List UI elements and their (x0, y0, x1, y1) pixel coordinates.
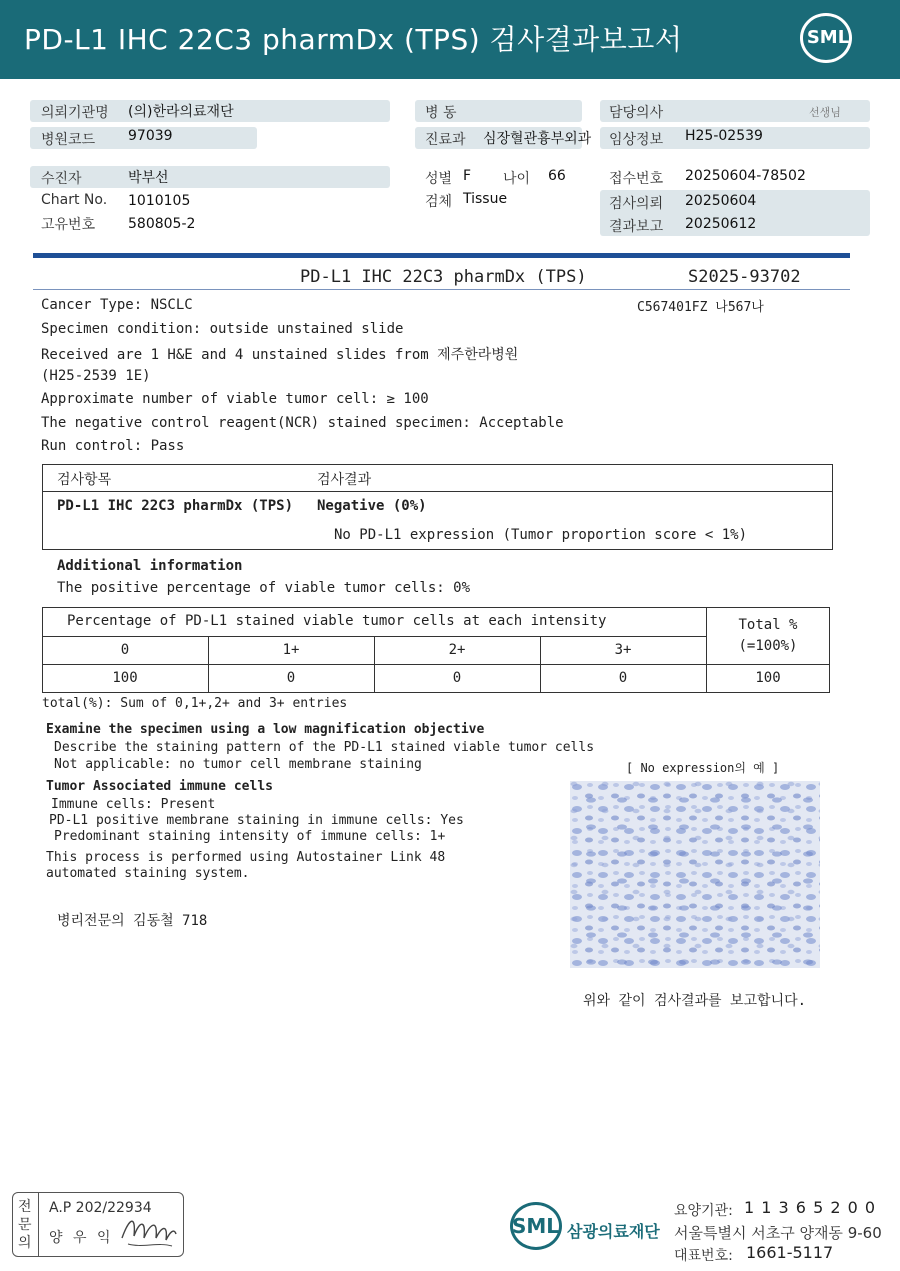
institution-value: (의)한라의료재단 (128, 104, 234, 120)
sml-logo-text: SML (806, 27, 850, 48)
footer-logo-sml: SML (512, 1214, 560, 1238)
intensity-col-header: 0 (120, 642, 130, 658)
intensity-value: 0 (618, 670, 628, 686)
additional-title: Additional information (57, 558, 243, 574)
tumor-line: PD-L1 positive membrane staining in immune cells: Yes (49, 813, 464, 828)
stamp-side-label: 전문의 (18, 1199, 32, 1251)
chart-value: 1010105 (128, 193, 191, 209)
footer-logo-name: 삼광의료재단 (567, 1222, 660, 1241)
intensity-value: 100 (112, 670, 138, 686)
clinical-label: 임상정보 (609, 132, 664, 148)
report-line: Specimen condition: outside unstained slide (41, 321, 404, 337)
report-title: PD-L1 IHC 22C3 pharmDx (TPS) 검사결과보고서 (24, 23, 683, 56)
patient-row (30, 166, 390, 188)
examine-line: Describe the staining pattern of the PD-L1 stained viable tumor cells (54, 740, 595, 755)
report-line: Cancer Type: NSCLC (41, 297, 193, 313)
intensity-table-row-line (42, 664, 830, 665)
report-number: S2025-93702 (688, 267, 801, 287)
receipt-label: 접수번호 (609, 171, 664, 187)
reference-code: C567401FZ 나567나 (637, 300, 764, 315)
stamp-license: A.P 202/22934 (49, 1200, 152, 1216)
intensity-value: 0 (452, 670, 462, 686)
intensity-col-header: 3+ (614, 642, 632, 658)
patient-label: 수진자 (41, 171, 82, 187)
total-header-2: (=100%) (738, 638, 798, 654)
tumor-line: Predominant staining intensity of immune cells: 1+ (54, 829, 446, 844)
total-note: total(%): Sum of 0,1+,2+ and 3+ entries (42, 696, 348, 711)
chart-label: Chart No. (41, 192, 108, 208)
report-line: Run control: Pass (41, 438, 185, 454)
id-label: 고유번호 (41, 217, 96, 233)
intensity-value: 0 (286, 670, 296, 686)
examine-title: Examine the specimen using a low magnification objective (46, 722, 485, 737)
test-title: PD-L1 IHC 22C3 pharmDx (TPS) (300, 267, 587, 287)
department-value: 심장혈관흉부외과 (483, 131, 592, 147)
report-line: Received are 1 H&E and 4 unstained slides from 제주한라병원 (41, 347, 519, 363)
report-line: The negative control reagent(NCR) stained specimen: Acceptable (41, 415, 564, 431)
closing-statement: 위와 같이 검사결과를 보고합니다. (583, 993, 807, 1009)
tumor-title: Tumor Associated immune cells (46, 779, 273, 794)
department-label: 진료과 (425, 132, 466, 148)
hospital-code-label: 병원코드 (41, 132, 96, 148)
result-item: PD-L1 IHC 22C3 pharmDx (TPS) (57, 498, 294, 514)
patient-value: 박부선 (128, 170, 169, 186)
process-line: automated staining system. (46, 866, 250, 881)
examine-line: Not applicable: no tumor cell membrane staining (54, 757, 422, 772)
id-value: 580805-2 (128, 216, 196, 232)
result-col-item-header: 검사항목 (57, 472, 112, 488)
institution-label: 의뢰기관명 (41, 105, 109, 121)
report-date-label: 결과보고 (609, 219, 664, 235)
result-note: No PD-L1 expression (Tumor proportion score < 1%) (334, 527, 748, 543)
request-label: 검사의뢰 (609, 196, 664, 212)
result-value: Negative (0%) (317, 498, 427, 514)
report-header (0, 0, 900, 79)
phone-label: 대표번호: (674, 1248, 733, 1264)
specimen-value: Tissue (463, 191, 508, 207)
section-divider (33, 253, 850, 258)
result-col-result-header: 검사결과 (317, 472, 372, 488)
stamp-divider (38, 1192, 39, 1257)
sex-label: 성별 (425, 171, 453, 187)
report-date-value: 20250612 (685, 216, 757, 232)
signature-icon (118, 1208, 180, 1250)
report-line: (H25-2539 1E) (41, 368, 151, 384)
microscopy-image (570, 781, 820, 968)
request-value: 20250604 (685, 193, 757, 209)
age-label: 나이 (503, 171, 531, 187)
footer-address: 서울특별시 서초구 양재동 9-60 (674, 1224, 882, 1242)
intensity-header: Percentage of PD-L1 stained viable tumor cells at each intensity (67, 613, 607, 629)
receipt-value: 20250604-78502 (685, 168, 806, 184)
total-header-1: Total % (738, 617, 798, 633)
intensity-col-header: 1+ (282, 642, 300, 658)
result-table-divider (42, 491, 833, 492)
sex-value: F (463, 168, 472, 184)
tumor-line: Immune cells: Present (51, 797, 216, 812)
stamp-name: 양 우 익 (49, 1230, 114, 1246)
title-underline (33, 289, 850, 290)
specimen-label: 검체 (425, 194, 453, 210)
hospital-code-value: 97039 (128, 128, 173, 144)
phone-value: 1661-5117 (746, 1243, 834, 1262)
additional-text: The positive percentage of viable tumor cells: 0% (57, 580, 471, 596)
report-line: Approximate number of viable tumor cell: ≥ 100 (41, 391, 429, 407)
clinical-value: H25-02539 (685, 128, 763, 144)
intensity-total-value: 100 (755, 670, 781, 686)
doctor-suffix: 선생님 (809, 106, 841, 119)
doctor-label: 담당의사 (609, 105, 664, 121)
org-code-label: 요양기관: (674, 1203, 733, 1219)
pathologist: 병리전문의 김동철 718 (57, 913, 208, 929)
age-value: 66 (548, 168, 566, 184)
intensity-col-header: 2+ (448, 642, 466, 658)
process-line: This process is performed using Autostainer Link 48 (46, 850, 446, 865)
org-code-value: 1 1 3 6 5 2 0 0 (744, 1198, 877, 1217)
image-caption: [ No expression의 예 ] (626, 761, 780, 775)
ward-label: 병 동 (425, 105, 457, 121)
